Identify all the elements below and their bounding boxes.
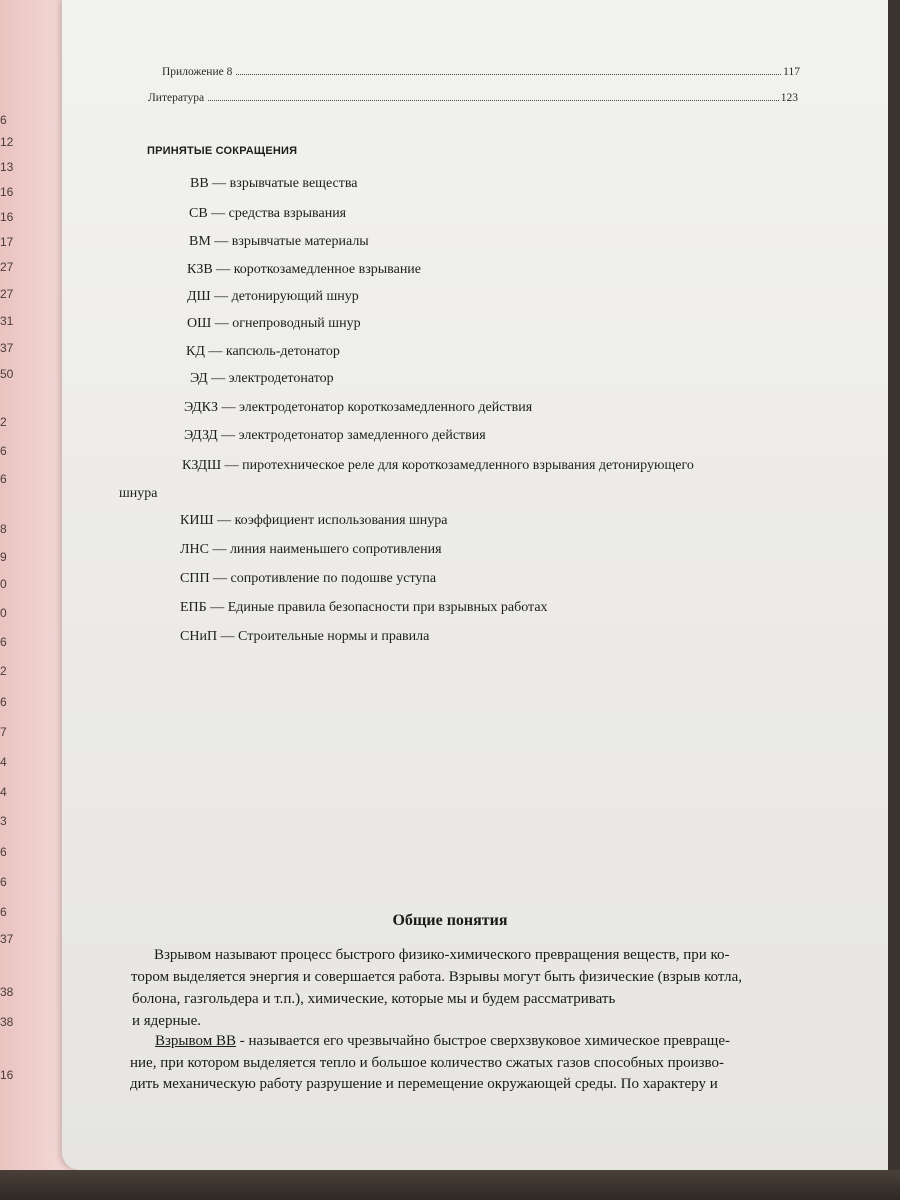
page-number: 8 [0, 522, 7, 536]
page-number: 9 [0, 550, 7, 564]
body-text-line: тором выделяется энергия и совершается работа. Взрывы могут быть физические (взрыв котла, [131, 969, 742, 985]
page-number: 4 [0, 755, 7, 769]
table-surface [0, 1170, 900, 1200]
body-text-line: болона, газгольдера и т.п.), химические, которые мы и будем рассматривать [132, 991, 616, 1007]
page-number: 7 [0, 725, 7, 739]
page-number: 6 [0, 472, 7, 486]
abbreviation-item: ЕПБ — Единые правила безопасности при взрывных работах [180, 600, 548, 615]
abbreviation-item: шнура [119, 486, 158, 501]
page-number: 16 [0, 185, 14, 199]
toc-label: Литература [148, 92, 205, 104]
page-number: 37 [0, 932, 14, 946]
page-number: 6 [0, 113, 7, 127]
abbreviation-item: КЗВ — короткозамедленное взрывание [187, 262, 422, 277]
page-number: 6 [0, 444, 7, 458]
body-text-line [155, 1033, 730, 1050]
body-text-line: и ядерные. [132, 1013, 201, 1029]
abbreviation-item: СВ — средства взрывания [189, 206, 347, 221]
page-number: 6 [0, 635, 7, 649]
page-number: 0 [0, 606, 7, 620]
section-title: Общие понятия [392, 912, 508, 929]
page-number: 0 [0, 577, 7, 591]
page-number: 16 [0, 1068, 14, 1082]
abbreviation-item: КД — капсюль-детонатор [186, 344, 340, 359]
body-text-line: ние, при котором выделяется тепло и большое количество сжатых газов способных произво- [130, 1055, 725, 1071]
page-number: 2 [0, 664, 7, 678]
page-number: 4 [0, 785, 7, 799]
page-number: 6 [0, 875, 7, 889]
page-number: 38 [0, 985, 14, 999]
body-text-line: Взрывом называют процесс быстрого физико-химического превращения веществ, при ко- [154, 947, 730, 963]
page-number: 6 [0, 905, 7, 919]
abbreviation-item: КИШ — коэффициент использования шнура [180, 513, 448, 528]
term-definition: - называется его чрезвычайно быстрое сверхзвуковое химическое превраще- [235, 1033, 730, 1049]
toc-page: 117 [783, 66, 800, 78]
abbreviation-item: СНиП — Строительные нормы и правила [180, 629, 430, 644]
toc-entry [148, 92, 798, 104]
abbreviation-item: ВВ — взрывчатые вещества [190, 176, 358, 191]
page-number: 3 [0, 814, 7, 828]
abbreviation-item: ДШ — детонирующий шнур [187, 289, 359, 304]
page-number: 17 [0, 235, 14, 249]
toc-label: Приложение 8 [162, 66, 233, 78]
toc-leader [208, 100, 779, 101]
abbreviation-item: ВМ — взрывчатые материалы [189, 234, 369, 249]
abbreviations-heading: ПРИНЯТЫЕ СОКРАЩЕНИЯ [147, 145, 298, 157]
toc-page: 123 [780, 92, 798, 104]
page-number: 37 [0, 341, 14, 355]
defined-term: Взрывом ВВ [155, 1033, 236, 1049]
page-number: 6 [0, 695, 7, 709]
page-number: 13 [0, 160, 14, 174]
abbreviation-item: ЛНС — линия наименьшего сопротивления [180, 542, 442, 557]
abbreviation-item: СПП — сопротивление по подошве уступа [180, 571, 437, 586]
page-number: 12 [0, 135, 14, 149]
abbreviation-item: КЗДШ — пиротехническое реле для короткозамедленного взрывания детонирующего [182, 458, 694, 473]
page-number: 50 [0, 367, 14, 381]
page-number: 2 [0, 415, 7, 429]
page-number: 31 [0, 314, 14, 328]
abbreviation-item: ЭДЗД — электродетонатор замедленного действия [184, 428, 486, 443]
toc-leader [236, 74, 781, 75]
abbreviation-item: ОШ — огнепроводный шнур [187, 316, 361, 331]
page-number: 16 [0, 210, 14, 224]
page-number: 38 [0, 1015, 14, 1029]
abbreviation-item: ЭДКЗ — электродетонатор короткозамедленного действия [184, 400, 533, 415]
page-number: 6 [0, 845, 7, 859]
body-text-line: дить механическую работу разрушение и перемещение окружающей среды. По характеру и [130, 1076, 718, 1092]
abbreviation-item: ЭД — электродетонатор [190, 371, 334, 386]
page-number: 27 [0, 260, 14, 274]
page-number: 27 [0, 287, 14, 301]
toc-entry [162, 66, 800, 78]
